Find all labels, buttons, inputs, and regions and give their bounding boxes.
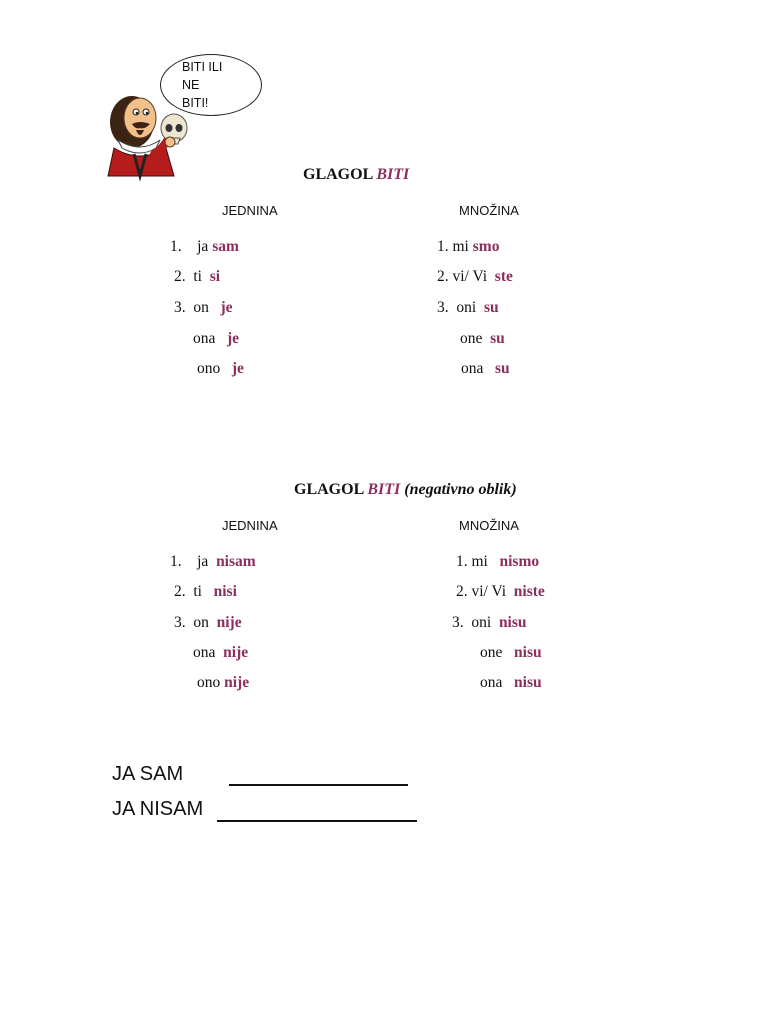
row-form: nije	[224, 674, 250, 691]
row-pronoun: ono	[197, 674, 221, 691]
row-form: niste	[513, 583, 545, 600]
row-form: je	[220, 299, 233, 316]
row-pronoun: one	[480, 644, 503, 661]
row-form: su	[483, 299, 499, 316]
conjugation-row	[480, 644, 542, 662]
row-number: 3.	[174, 299, 186, 316]
title-verb: BITI	[367, 481, 401, 498]
row-pronoun: on	[193, 299, 209, 316]
practice-label-ja-sam: JA SAM	[112, 763, 184, 785]
row-pronoun: ti	[193, 268, 202, 285]
conjugation-row	[193, 330, 239, 348]
row-pronoun: one	[460, 330, 483, 347]
bubble-line: BITI!	[182, 96, 209, 110]
conjugation-row	[174, 583, 237, 601]
practice-answer-line-2[interactable]	[217, 820, 417, 822]
row-pronoun: ono	[197, 360, 221, 377]
conjugation-row	[170, 553, 256, 571]
row-form: je	[231, 360, 244, 377]
title-prefix: GLAGOL	[303, 166, 373, 183]
conjugation-row	[174, 614, 242, 632]
row-pronoun: ona	[480, 674, 503, 691]
row-form: sam	[212, 238, 239, 255]
conjugation-row	[452, 614, 527, 632]
row-form: nismo	[499, 553, 540, 570]
practice-answer-line-1[interactable]	[229, 784, 408, 786]
row-form: nisu	[514, 644, 542, 661]
conjugation-row	[460, 330, 505, 348]
row-number: 1.	[437, 238, 449, 255]
plural-header: MNOŽINA	[459, 518, 519, 533]
row-form: nisam	[216, 553, 256, 570]
row-pronoun: ti	[193, 583, 202, 600]
row-form: si	[209, 268, 221, 285]
conjugation-row	[461, 360, 510, 378]
bubble-line: BITI ILI	[182, 60, 223, 74]
row-pronoun: oni	[456, 299, 477, 316]
row-number: 2.	[456, 583, 468, 600]
row-number: 3.	[437, 299, 449, 316]
row-pronoun: on	[193, 614, 209, 631]
conjugation-row	[174, 299, 233, 317]
row-form: nije	[216, 614, 242, 631]
conjugation-row	[480, 674, 542, 692]
conjugation-row	[437, 268, 513, 286]
row-form: je	[227, 330, 240, 347]
row-pronoun: oni	[471, 614, 492, 631]
conjugation-row	[197, 360, 244, 378]
row-number: 1.	[170, 553, 182, 570]
conjugation-row	[437, 238, 499, 256]
bubble-line: NE	[182, 78, 200, 92]
row-form: nisi	[213, 583, 237, 600]
conjugation-row	[197, 674, 249, 692]
row-pronoun: ja	[197, 238, 209, 255]
row-pronoun: mi	[471, 553, 488, 570]
row-pronoun: vi/ Vi	[471, 583, 507, 600]
conjugation-row	[193, 644, 248, 662]
row-pronoun: mi	[452, 238, 469, 255]
row-number: 2.	[174, 268, 186, 285]
conjugation-row	[174, 268, 220, 286]
title-prefix: GLAGOL	[294, 481, 364, 498]
row-form: ste	[494, 268, 513, 285]
row-form: smo	[472, 238, 500, 255]
negative-title	[294, 481, 517, 499]
row-pronoun: ona	[461, 360, 484, 377]
affirmative-title	[303, 166, 409, 184]
row-pronoun: ja	[197, 553, 209, 570]
row-number: 2.	[437, 268, 449, 285]
row-form: nisu	[514, 674, 542, 691]
title-verb: BITI	[376, 166, 410, 183]
row-form: su	[490, 330, 505, 347]
row-pronoun: ona	[193, 644, 216, 661]
plural-header: MNOŽINA	[459, 203, 519, 218]
row-number: 3.	[452, 614, 464, 631]
row-number: 1.	[170, 238, 182, 255]
row-form: nisu	[498, 614, 527, 631]
row-number: 2.	[174, 583, 186, 600]
row-number: 3.	[174, 614, 186, 631]
row-pronoun: vi/ Vi	[452, 268, 488, 285]
singular-header: JEDNINA	[222, 518, 278, 533]
row-number: 1.	[456, 553, 468, 570]
singular-header: JEDNINA	[222, 203, 278, 218]
conjugation-row	[170, 238, 239, 256]
practice-label-ja-nisam: JA NISAM	[112, 798, 204, 820]
row-form: su	[495, 360, 510, 377]
conjugation-row	[437, 299, 499, 317]
conjugation-row	[456, 553, 539, 571]
row-form: nije	[223, 644, 249, 661]
title-suffix: (negativno oblik)	[404, 481, 517, 498]
speech-bubble-text	[182, 58, 222, 112]
row-pronoun: ona	[193, 330, 216, 347]
conjugation-row	[456, 583, 545, 601]
